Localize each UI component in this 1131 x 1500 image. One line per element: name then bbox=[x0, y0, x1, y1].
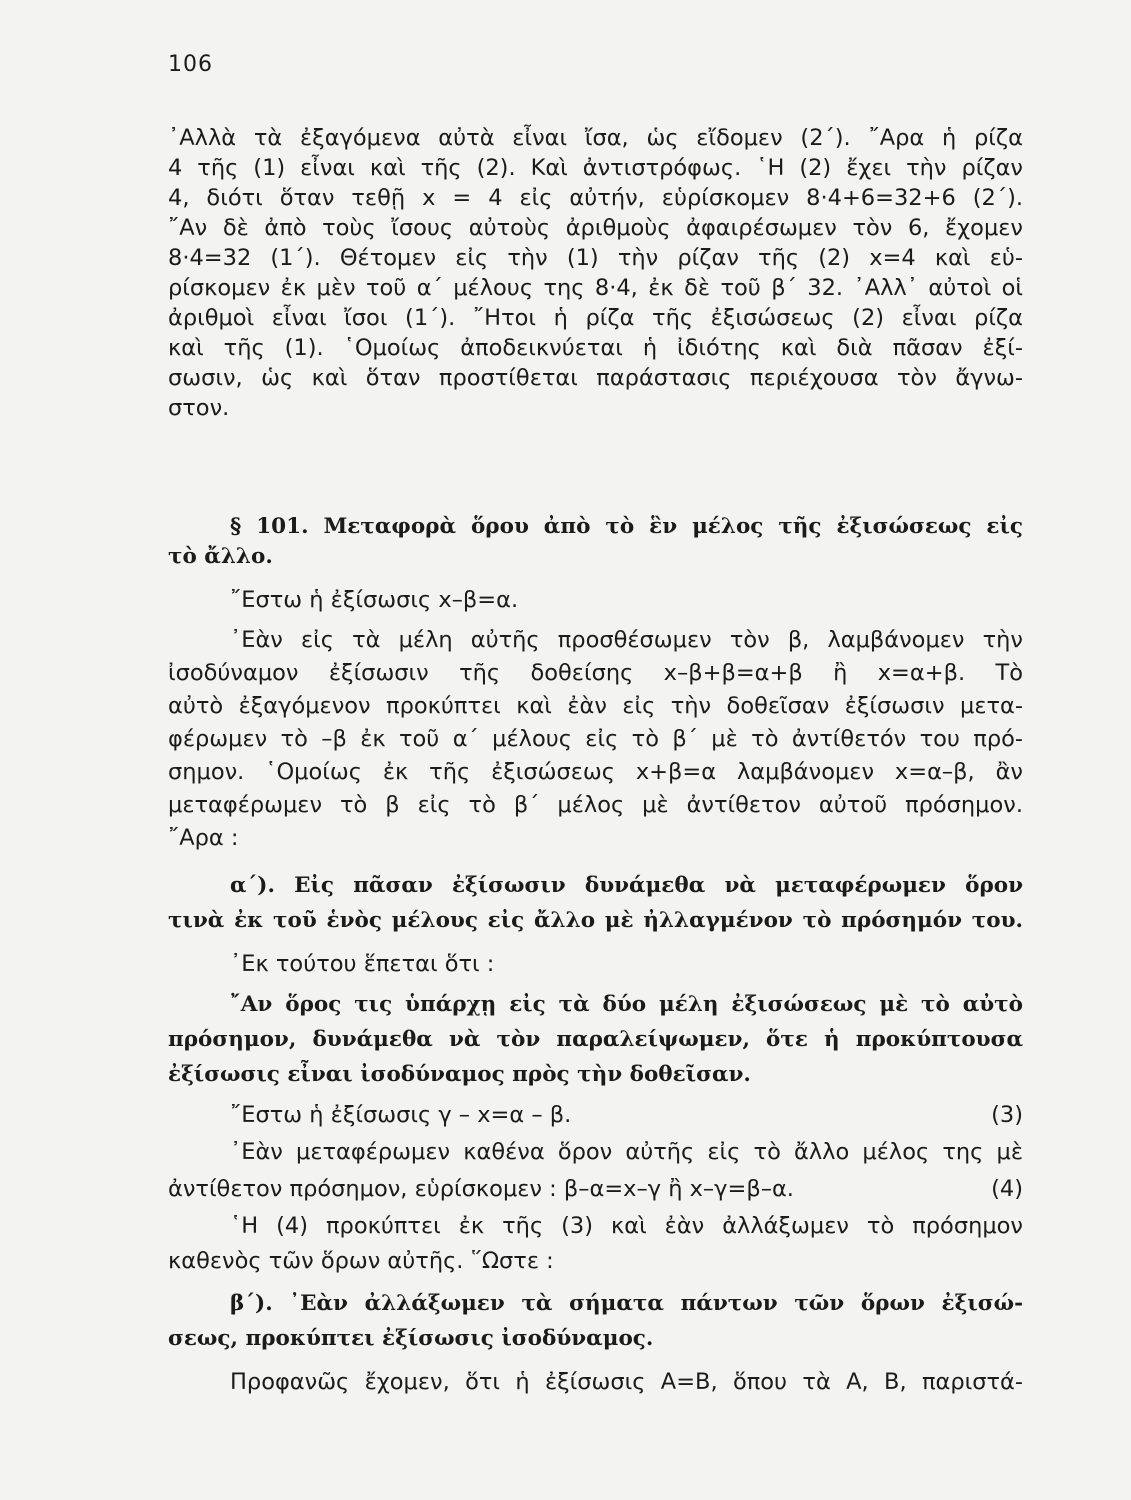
equation-4: ἀντίθετον πρόσημον, εὑρίσκομεν : β–α=x–γ ἢ x–γ=β–α. bbox=[168, 1176, 794, 1202]
text-line: μεταφέρωμεν τὸ β εἰς τὸ β΄ μέλος μὲ ἀντίθετον αὐτοῦ πρόσημον. bbox=[168, 792, 1023, 818]
text-line: ῎Αρα : bbox=[168, 825, 239, 851]
text-line: 4, διότι ὅταν τεθῇ x = 4 εἰς αὐτήν, εὑρίσκομεν 8·4+6=32+6 (2΄). bbox=[168, 185, 1023, 211]
text-line: ᾿Εκ τούτου ἕπεται ὅτι : bbox=[230, 951, 495, 977]
text-line: καὶ τῆς (1). ῾Ομοίως ἀποδεικνύεται ἡ ἰδιότης καὶ διὰ πᾶσαν ἐξί- bbox=[168, 335, 1023, 361]
text-line: καθενὸς τῶν ὅρων αὐτῆς. ῞Ωστε : bbox=[168, 1248, 554, 1274]
text-line: ᾿Εὰν εἰς τὰ μέλη αὐτῆς προσθέσωμεν τὸν β, λαμβάνομεν τὴν bbox=[230, 627, 1023, 653]
text-line: ρίσκομεν ἐκ μὲν τοῦ α΄ μέλους της 8·4, ἐκ δὲ τοῦ β΄ 32. ᾿Αλλ᾿ αὐτοὶ οἱ bbox=[168, 275, 1023, 301]
rule-b-line: σεως, προκύπτει ἐξίσωσις ἰσοδύναμος. bbox=[168, 1326, 654, 1351]
text-line: ἀριθμοὶ εἶναι ἴσοι (1΄). ῎Ητοι ἡ ρίζα τῆς ἐξισώσεως (2) εἶναι ρίζα bbox=[168, 305, 1023, 331]
equation-3-row bbox=[230, 1100, 1023, 1130]
section-heading: § 101. Μεταφορὰ ὅρου ἀπὸ τὸ ἓν μέλος τῆς ἐξισώσεως εἰς bbox=[230, 514, 1023, 539]
equation-4-tag: (4) bbox=[991, 1176, 1023, 1202]
rule-line: ἐξίσωσις εἶναι ἰσοδύναμος πρὸς τὴν δοθεῖσαν. bbox=[168, 1062, 751, 1087]
text-line: 8·4=32 (1΄). Θέτομεν εἰς τὴν (1) τὴν ρίζαν τῆς (2) x=4 καὶ εὑ- bbox=[168, 245, 1023, 271]
text-line: σημον. ῾Ομοίως ἐκ τῆς ἐξισώσεως x+β=α λαμβάνομεν x=α–β, ἂν bbox=[168, 759, 1023, 785]
text-line: ἰσοδύναμον ἐξίσωσιν τῆς δοθείσης x–β+β=α+β ἢ x=α+β. Τὸ bbox=[168, 660, 1023, 686]
rule-line: ῎Αν ὅρος τις ὑπάρχῃ εἰς τὰ δύο μέλη ἐξισώσεως μὲ τὸ αὐτὸ bbox=[230, 992, 1023, 1017]
text-line: ᾿Εὰν μεταφέρωμεν καθένα ὅρον αὐτῆς εἰς τὸ ἄλλο μέλος της μὲ bbox=[230, 1139, 1023, 1165]
section-heading-cont: τὸ ἄλλο. bbox=[168, 544, 273, 569]
rule-b-line: β΄). ᾿Εὰν ἀλλάξωμεν τὰ σήματα πάντων τῶν ὅρων ἐξισώ- bbox=[230, 1291, 1023, 1316]
equation-3: ῎Εστω ἡ ἐξίσωσις γ – x=α – β. bbox=[230, 1102, 572, 1128]
text-line: σωσιν, ὡς καὶ ὅταν προστίθεται παράστασις περιέχουσα τὸν ἄγνω- bbox=[168, 365, 1023, 391]
rule-line: πρόσημον, δυνάμεθα νὰ τὸν παραλείψωμεν, ὅτε ἡ προκύπτουσα bbox=[168, 1027, 1023, 1052]
text-line: ῾Η (4) προκύπτει ἐκ τῆς (3) καὶ ἐὰν ἀλλάξωμεν τὸ πρόσημον bbox=[230, 1213, 1023, 1239]
text-line: Προφανῶς ἔχομεν, ὅτι ἡ ἐξίσωσις Α=Β, ὅπου τὰ Α, Β, παριστά- bbox=[230, 1369, 1023, 1395]
text-line: στον. bbox=[168, 395, 230, 421]
text-line: αὐτὸ ἐξαγόμενον προκύπτει καὶ ἐὰν εἰς τὴν δοθεῖσαν ἐξίσωσιν μετα- bbox=[168, 693, 1023, 719]
text-line: ῎Εστω ἡ ἐξίσωσις x–β=α. bbox=[230, 587, 519, 613]
text-line: ῎Αν δὲ ἀπὸ τοὺς ἴσους αὐτοὺς ἀριθμοὺς ἀφαιρέσωμεν τὸν 6, ἔχομεν bbox=[168, 215, 1023, 241]
text-line: φέρωμεν τὸ –β ἐκ τοῦ α΄ μέλους εἰς τὸ β΄ μὲ τὸ ἀντίθετόν του πρό- bbox=[168, 726, 1023, 752]
equation-4-row bbox=[168, 1174, 1023, 1204]
text-line: 4 τῆς (1) εἶναι καὶ τῆς (2). Καὶ ἀντιστρόφως. ῾Η (2) ἔχει τὴν ρίζαν bbox=[168, 155, 1023, 181]
rule-a-line: τινὰ ἐκ τοῦ ἑνὸς μέλους εἰς ἄλλο μὲ ἠλλαγμένον τὸ πρόσημόν του. bbox=[168, 908, 1023, 933]
text-line: ᾿Αλλὰ τὰ ἐξαγόμενα αὐτὰ εἶναι ἴσα, ὡς εἴδομεν (2΄). ῎Αρα ἡ ρίζα bbox=[168, 125, 1023, 151]
rule-a-line: α΄). Εἰς πᾶσαν ἐξίσωσιν δυνάμεθα νὰ μεταφέρωμεν ὅρον bbox=[230, 873, 1023, 898]
equation-3-tag: (3) bbox=[991, 1102, 1023, 1128]
page-number: 106 bbox=[168, 52, 213, 77]
